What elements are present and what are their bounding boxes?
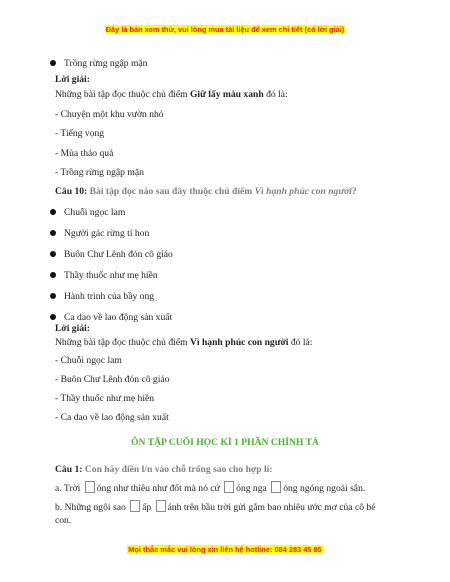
option-item: Buôn Chư Lênh đón cô giáo [64, 249, 173, 260]
section-title: ÔN TẬP CUỐI HỌC KÌ 1 PHẦN CHÍNH TẢ [131, 437, 319, 448]
blank-box[interactable] [224, 481, 234, 493]
preview-notice [0, 25, 450, 34]
answer-item: - Chuyện một khu vườn nhỏ [55, 109, 164, 120]
answer-item: - Tiếng vọng [55, 128, 105, 139]
question-1-part-b-cont: con. [55, 515, 72, 526]
answer-item: - Chuỗi ngọc lam [55, 355, 122, 366]
answer-item: - Mùa thảo quả [55, 148, 114, 159]
answer-intro: Những bài tập đọc thuộc chủ điểm Giữ lấy màu xanh đó là: [55, 89, 288, 100]
option-item: Ca dao về lao động sản xuất [64, 312, 173, 323]
answer-item: - Ca dao về lao động sản xuất [55, 412, 169, 423]
hotline-notice [0, 545, 450, 554]
hotline-notice-text: Mọi thắc mắc vui lòng xin liên hệ hotline: 084 283 45 85 [128, 545, 322, 554]
blank-box[interactable] [130, 500, 140, 512]
answer-item: - Buôn Chư Lênh đón cô giáo [55, 374, 170, 385]
blank-box[interactable] [156, 500, 166, 512]
answer-item: - Thầy thuốc như mẹ hiền [55, 393, 155, 404]
question-1-part-b: b. Những ngôi sao ấp ánh trên bầu trời gửi gắm bao nhiêu ước mơ của cô bé [55, 502, 376, 513]
option-item: Chuỗi ngọc lam [64, 207, 126, 218]
option-item: Hành trình của bầy ong [64, 291, 155, 302]
answer-label: Lời giải: [55, 74, 90, 85]
option-item: Người gác rừng tí hon [64, 228, 150, 239]
answer-item: - Trồng rừng ngập mặn [55, 167, 144, 178]
answer-label: Lời giải: [55, 323, 90, 334]
option-item: Thầy thuốc như mẹ hiền [64, 270, 158, 281]
preview-notice-text: Đây là bản xem thử, vui lòng mua tài liệu để xem chi tiết (có lời giải) [105, 25, 345, 34]
list-item: Trồng rừng ngập mặn [64, 58, 148, 69]
question-10: Câu 10: Bài tập đọc nào sau đây thuộc chủ điểm Vì hạnh phúc con người? [55, 186, 357, 197]
question-1: Câu 1: Con hãy điền l/n vào chỗ trống sao cho hợp lí: [55, 464, 273, 475]
question-1-part-a: a. Trời óng như thiêu như đốt mà nó cứ óng nga óng ngóng ngoài sân. [55, 483, 366, 494]
answer-intro: Những bài tập đọc thuộc chủ điểm Vì hạnh phúc con người đó là: [55, 337, 313, 348]
blank-box[interactable] [271, 481, 281, 493]
blank-box[interactable] [85, 481, 95, 493]
